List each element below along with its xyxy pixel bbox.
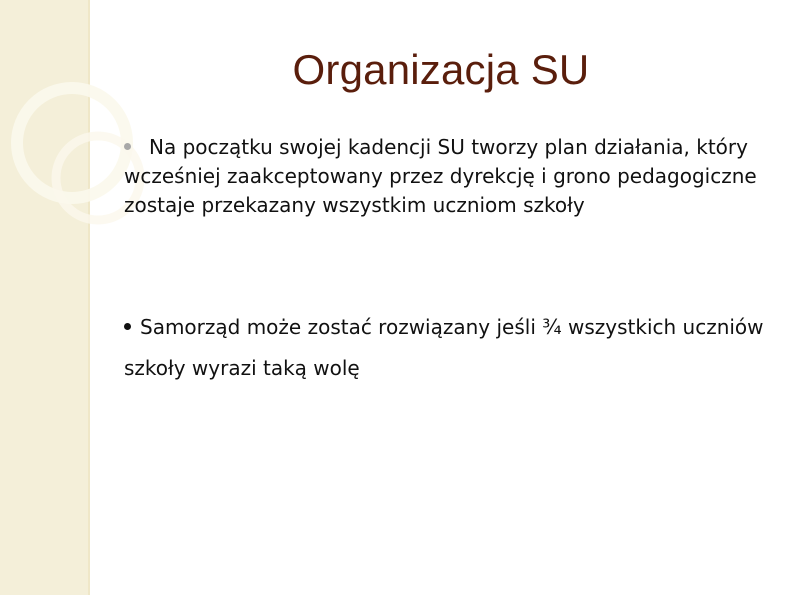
- bullet-dot: [124, 143, 131, 150]
- slide-title: Organizacja SU: [292, 46, 590, 93]
- bullet-item: [124, 307, 784, 389]
- bullet-text: Samorząd może zostać rozwiązany jeśli ¾ wszystkich uczniów szkoły wyrazi taką wolę: [124, 315, 764, 380]
- bullet-dot: [124, 323, 131, 330]
- bullet-item: [124, 133, 784, 220]
- bullet-text: Na początku swojej kadencji SU tworzy plan działania, który wcześniej zaakceptowany przez dyrekcję i grono pedagogiczne zostaje przekazany wszystkim uczniom szkoły: [124, 135, 757, 217]
